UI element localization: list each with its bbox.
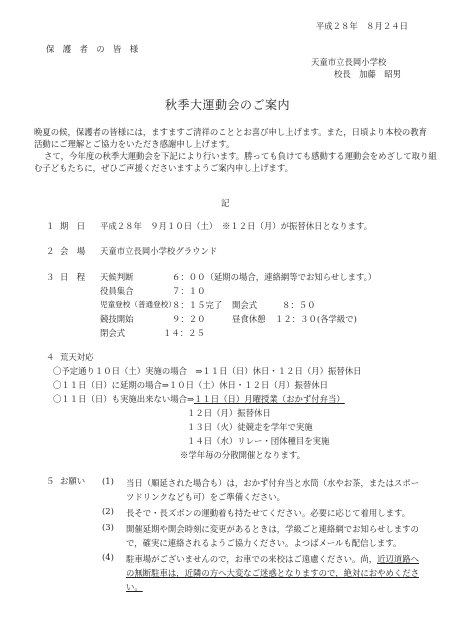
item-2-label: 会 場 <box>60 246 86 256</box>
intro-line-2: 活動にご理解とご協力をいただき感謝申し上げます。 <box>34 139 235 149</box>
request-3-number: (3) <box>102 522 114 532</box>
schedule-staff-gather-time: ７：１０ <box>172 286 206 296</box>
item-1-number: １ <box>46 221 55 231</box>
weather-case-3-day-13: １３日（火）徒競走を学年で実施 <box>187 422 313 432</box>
schedule-opening: 開会式 <box>232 300 258 310</box>
weather-case-3-day-12: １２日（月）振替休日 <box>187 408 271 418</box>
intro-line-1: 晩夏の候，保護者の皆様には，ますますご清祥のこととお喜び申し上げます。また，日頃より本校の教育 <box>34 127 427 137</box>
school-name: 天童市立長岡小学校 <box>311 57 387 67</box>
item-5-label: お願い <box>60 476 86 486</box>
schedule-closing-time: １４：２５ <box>163 328 205 338</box>
weather-case-1: 〇予定通り１０日（土）実施の場合 ⇒１１日（日）休日・１２日（月）振替休日 <box>53 366 362 376</box>
item-4-label: 荒天対応 <box>60 352 94 362</box>
schedule-staff-gather: 役員集合 <box>100 286 134 296</box>
request-4-number: (4) <box>102 552 114 562</box>
event-venue: 天童市立長岡小学校グラウンド <box>100 246 218 256</box>
intro-line-3: さて，今年度の秋季大運動会を下記により行います。勝っても負けても感動する運動会をめざして取り組 <box>44 151 437 161</box>
request-4-text <box>126 552 426 594</box>
schedule-lunch: 昼食休憩 <box>232 314 266 324</box>
item-4-number: ４ <box>46 352 55 362</box>
request-1-number: (1) <box>102 476 114 486</box>
schedule-lunch-time: １２：３０(各学級で) <box>275 314 357 324</box>
principal-name: 校長 加藤 昭男 <box>334 69 401 79</box>
weather-case-3 <box>53 394 345 405</box>
schedule-games-start: 競技開始 <box>100 314 134 324</box>
weather-note: ※学年毎の分散開催となります。 <box>180 450 305 460</box>
document-date: 平成２８年 ８月２４日 <box>315 21 408 31</box>
event-date-note: ※１２日（月）が振替休日となります。 <box>222 221 373 231</box>
schedule-opening-time: ８：５０ <box>282 300 316 310</box>
intro-line-4: む子どもたちに，ぜひご声援くださいますようご案内申し上げます。 <box>34 163 293 173</box>
document-title: 秋季大運動会のご案内 <box>165 98 291 112</box>
request-3-text: 開催延期や開会時刻に変更があるときは，学級ごと連絡網でお知らせしますので，確実に連絡されるようご協力ください。よつばメールも配信します。 <box>126 524 419 548</box>
event-date: 平成２８年 ９月１０日（土） <box>100 221 218 231</box>
schedule-games-start-time: ９：２０ <box>172 314 206 324</box>
item-3-label: 日 程 <box>60 272 86 282</box>
schedule-student-arrival-time: ８：１５完了 <box>172 300 223 310</box>
ki-heading: 記 <box>221 198 230 208</box>
weather-case-3-condition: 〇１１日（日）も実施出来ない場合⇒ <box>53 394 195 404</box>
item-5-number: ５ <box>46 476 55 486</box>
weather-case-3-day-14: １４日（水）リレー・団体種目を実施 <box>187 436 330 446</box>
weather-case-3-result: １１日（日）月曜授業（おかず付弁当） <box>194 394 345 404</box>
schedule-weather-check: 天候判断 <box>100 272 134 282</box>
weather-case-2: 〇１１日（日）に延期の場合⇒１０日（土）休日・１２日（月）振替休日 <box>53 380 329 390</box>
item-1-label: 期 日 <box>60 221 86 231</box>
request-1-text: 当日（順延された場合も）は，おかず付弁当と水筒（水やお茶，またはスポーツドリンクなども可）をご準備ください。 <box>126 478 420 502</box>
item-3-number: ３ <box>46 272 55 282</box>
schedule-student-arrival: 児童登校（普通登校） <box>100 300 176 309</box>
request-4-text-b: 近辺道路への無断駐車は，近隣の方へ大変なご迷惑となりますので，絶対におやめください。 <box>126 554 419 592</box>
request-2-number: (2) <box>102 506 114 516</box>
schedule-weather-check-time: ６：００（延期の場合，連絡網等でお知らせします。） <box>172 272 377 282</box>
request-2-text: 長そで・長ズボンの運動着も持たせてください。必要に応じて着用します。 <box>126 508 411 518</box>
schedule-closing: 閉会式 <box>100 328 126 338</box>
request-4-text-a: 駐車場がございませんので，お車での来校はご遠慮ください。尚， <box>126 554 378 564</box>
item-2-number: ２ <box>46 246 55 256</box>
addressee: 保 護 者 の 皆 様 <box>46 44 139 54</box>
